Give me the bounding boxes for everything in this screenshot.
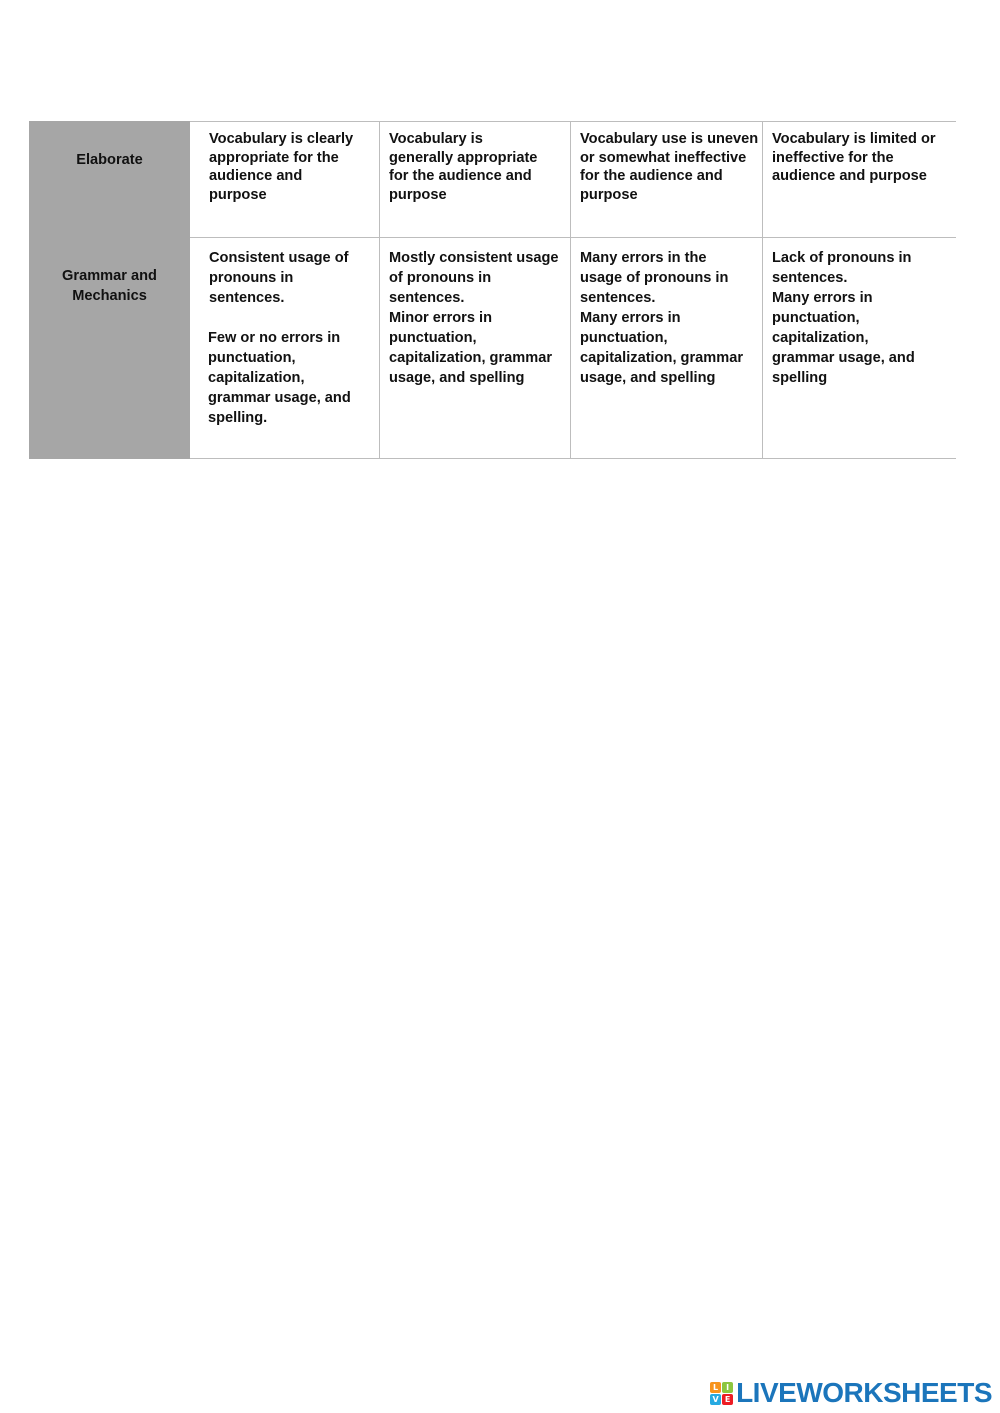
cell-text: for the audience and <box>389 168 532 185</box>
cell-text: capitalization, grammar <box>580 350 744 366</box>
cell-text: purpose <box>580 186 638 203</box>
level-cell <box>571 238 763 459</box>
cell-text: purpose <box>389 186 447 203</box>
cell-text: Vocabulary use is uneven <box>580 131 759 147</box>
cell-text: Lack of pronouns in <box>772 250 912 266</box>
logo-mark-tile: E <box>722 1394 733 1405</box>
cell-text: sentences. <box>772 270 848 286</box>
cell-text: of pronouns in <box>389 270 492 286</box>
cell-text: Mostly consistent usage <box>389 250 559 266</box>
cell-text: appropriate for the <box>209 149 339 166</box>
cell-text: punctuation, <box>389 330 477 346</box>
cell-text: grammar usage, and <box>208 390 351 406</box>
cell-text: Consistent usage of <box>209 250 349 266</box>
cell-text: pronouns in <box>209 270 294 286</box>
level-cell <box>380 238 571 459</box>
logo-mark-tile: I <box>722 1382 733 1393</box>
cell-text: grammar usage, and <box>772 350 915 366</box>
cell-text: punctuation, <box>580 330 668 346</box>
level-cell <box>571 122 763 238</box>
cell-text: sentences. <box>209 290 285 306</box>
cell-text: generally appropriate <box>389 149 538 166</box>
cell-text: usage of pronouns in <box>580 270 729 286</box>
cell-text: ineffective for the <box>772 149 894 166</box>
cell-text: capitalization, <box>208 370 305 386</box>
level-cell <box>763 238 956 459</box>
cell-text: sentences. <box>389 290 465 306</box>
liveworksheets-logo[interactable] <box>710 1379 992 1407</box>
cell-text: capitalization, grammar <box>389 350 553 366</box>
logo-mark-tile: L <box>710 1382 721 1393</box>
cell-text: purpose <box>209 186 267 203</box>
cell-text: Few or no errors in <box>208 330 341 346</box>
cell-text: spelling <box>772 370 828 386</box>
cell-text: or somewhat ineffective <box>580 149 747 166</box>
criterion-label: Mechanics <box>72 288 147 304</box>
cell-text: usage, and spelling <box>389 370 525 386</box>
cell-text: Many errors in <box>580 310 681 326</box>
cell-text: Many errors in <box>772 290 873 306</box>
level-cell <box>380 122 571 238</box>
cell-text: Vocabulary is <box>389 131 483 147</box>
level-cell <box>190 122 380 238</box>
cell-text: usage, and spelling <box>580 370 716 386</box>
cell-text: capitalization, <box>772 330 869 346</box>
cell-text: Many errors in the <box>580 250 707 266</box>
criterion-label: Grammar and <box>62 268 157 284</box>
level-cell <box>190 238 380 459</box>
criterion-cell <box>30 238 190 459</box>
level-cell <box>763 122 956 238</box>
cell-text: for the audience and <box>580 168 723 185</box>
cell-text: audience and purpose <box>772 168 927 185</box>
cell-text: Vocabulary is clearly <box>209 131 354 147</box>
paragraph-gap <box>209 308 371 328</box>
cell-text: Vocabulary is limited or <box>772 131 936 147</box>
cell-text: sentences. <box>580 290 656 306</box>
cell-text: punctuation, <box>772 310 860 326</box>
logo-mark-tile: V <box>710 1394 721 1405</box>
logo-mark-icon <box>710 1382 733 1405</box>
cell-text: punctuation, <box>208 350 296 366</box>
cell-text: Minor errors in <box>389 310 492 326</box>
rubric-table <box>29 121 956 459</box>
criterion-label: Elaborate <box>76 152 143 168</box>
criterion-cell <box>30 122 190 238</box>
rubric-row-elaborate <box>30 122 956 238</box>
cell-text: spelling. <box>208 410 268 426</box>
cell-text: audience and <box>209 168 303 185</box>
logo-text: LIVEWORKSHEETS <box>736 1377 992 1408</box>
rubric-row-grammar-mechanics <box>30 238 956 459</box>
